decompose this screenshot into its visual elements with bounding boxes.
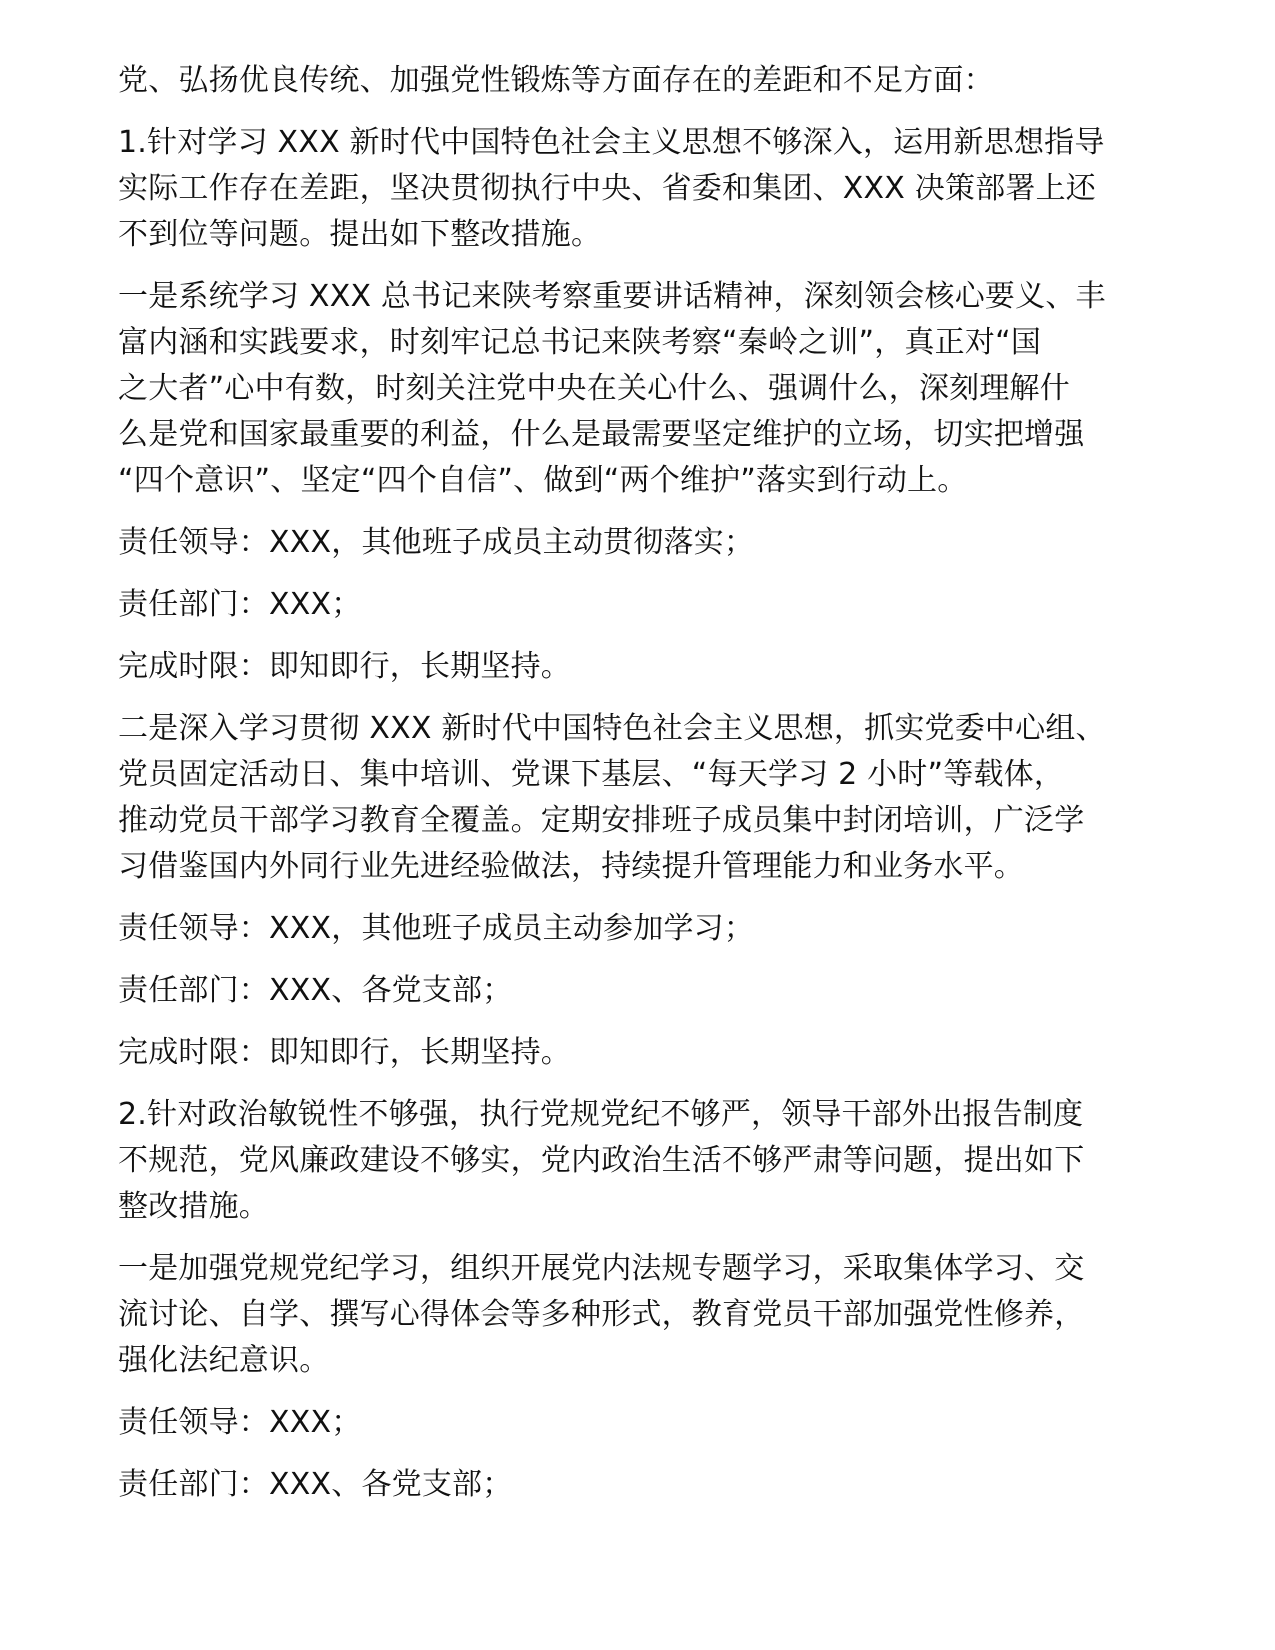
paragraph-responsible-department: 责任部门：XXX、各党支部； [118,1467,513,1502]
paragraph-deadline: 完成时限：即知即行，长期坚持。 [118,649,571,684]
paragraph-responsible-leader: 责任领导：XXX，其他班子成员主动贯彻落实； [118,525,755,560]
paragraph-intro-continuation: 党、弘扬优良传统、加强党性锻炼等方面存在的差距和不足方面： [118,63,994,98]
paragraph-responsible-department: 责任部门：XXX； [118,587,362,622]
paragraph-measure-1-2: 二是深入学习贯彻 XXX 新时代中国特色社会主义思想，抓实党委中心组、 党员固定活动日、集中培训、党课下基层、“每天学习 2 小时”等载体， 推动党员干部学习教育全覆盖。定期安排班子成员集中封闭培训，广泛学 习借鉴国内外同行业先进经验做法，持续提升管理能力和业务水平。 [118,711,1106,884]
paragraph-responsible-department: 责任部门：XXX、各党支部； [118,973,513,1008]
paragraph-issue-2: 2.针对政治敏锐性不够强，执行党规党纪不够严，领导干部外出报告制度 不规范，党风廉政建设不够实，党内政治生活不够严肃等问题，提出如下 整改措施。 [118,1097,1085,1224]
paragraph-issue-1: 1.针对学习 XXX 新时代中国特色社会主义思想不够深入，运用新思想指导 实际工作存在差距，坚决贯彻执行中央、省委和集团、XXX 决策部署上还 不到位等问题。提出如下整改措施。 [118,125,1105,252]
paragraph-responsible-leader: 责任领导：XXX； [118,1405,362,1440]
paragraph-responsible-leader: 责任领导：XXX，其他班子成员主动参加学习； [118,911,755,946]
paragraph-measure-1-1: 一是系统学习 XXX 总书记来陕考察重要讲话精神，深刻领会核心要义、丰 富内涵和实践要求，时刻牢记总书记来陕考察“秦岭之训”，真正对“国 之大者”心中有数，时刻关注党中央在关心什么、强调什么，深刻理解什 么是党和国家最重要的利益，什么是最需要坚定维护的立场，切实把增强 “四个意识”、坚定“四个自信”、做到“两个维护”落实到行动上。 [118,279,1106,498]
paragraph-deadline: 完成时限：即知即行，长期坚持。 [118,1035,571,1070]
paragraph-measure-2-1: 一是加强党规党纪学习，组织开展党内法规专题学习，采取集体学习、交 流讨论、自学、撰写心得体会等多种形式，教育党员干部加强党性修养， 强化法纪意识。 [118,1251,1085,1378]
